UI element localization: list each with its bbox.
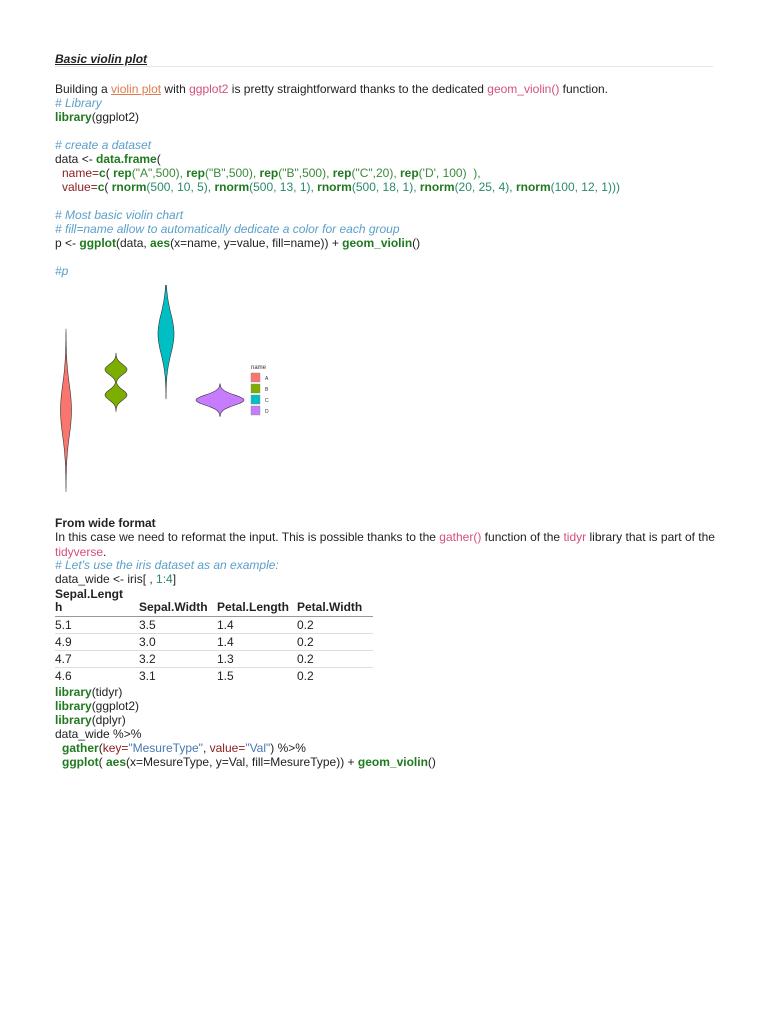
code-function: rep bbox=[259, 166, 279, 180]
table-row bbox=[55, 617, 373, 634]
intro-text: Building a bbox=[55, 82, 112, 96]
code-function: library bbox=[55, 713, 92, 727]
code-text: ) %>% bbox=[270, 741, 306, 755]
header-text: Sepal.Lengt bbox=[55, 587, 124, 601]
violin-d bbox=[196, 384, 244, 417]
code-function: rnorm bbox=[214, 180, 250, 194]
table-cell: 0.2 bbox=[297, 634, 373, 651]
legend-label-a: A bbox=[265, 376, 269, 382]
link-geom-violin[interactable]: geom_violin() bbox=[487, 82, 560, 96]
code-function: rep bbox=[399, 166, 419, 180]
code-text: ] bbox=[172, 572, 177, 586]
legend-label-d: D bbox=[265, 409, 269, 415]
link-tidyverse[interactable]: tidyverse bbox=[55, 545, 104, 559]
code-string: ("C",20), bbox=[351, 166, 400, 180]
code-text: ( bbox=[98, 755, 106, 769]
code-function: geom_violin bbox=[342, 236, 413, 250]
paragraph-text: In this case we need to reformat the input. This is possible thanks to the bbox=[55, 530, 440, 544]
table-cell: 3.2 bbox=[139, 651, 217, 668]
code-text: (dplyr) bbox=[91, 713, 126, 727]
code-line bbox=[55, 110, 139, 124]
intro-text: is pretty straightforward thanks to the dedicated bbox=[228, 82, 488, 96]
code-text: , bbox=[202, 741, 210, 755]
code-function: rep bbox=[186, 166, 205, 180]
intro-text: function. bbox=[559, 82, 609, 96]
legend-label-b: B bbox=[265, 387, 269, 393]
code-text: ( bbox=[104, 180, 112, 194]
legend-swatch-a bbox=[251, 373, 260, 382]
table-cell: 0.2 bbox=[297, 668, 373, 685]
code-line bbox=[55, 572, 176, 586]
code-function: aes bbox=[150, 236, 171, 250]
code-line bbox=[62, 180, 620, 194]
paragraph-text: library that is part of the bbox=[586, 530, 715, 544]
table-cell: 0.2 bbox=[297, 651, 373, 668]
intro-paragraph bbox=[55, 82, 608, 96]
code-arg: key= bbox=[102, 741, 129, 755]
code-comment: # fill=name allow to automatically dedicate a color for each group bbox=[55, 222, 400, 236]
code-function: gather bbox=[62, 741, 99, 755]
header-text: h bbox=[55, 600, 63, 614]
chart-legend bbox=[251, 365, 269, 415]
table-row bbox=[55, 634, 373, 651]
table-cell: 4.9 bbox=[55, 634, 139, 651]
code-string: ('D', 100) ), bbox=[418, 166, 481, 180]
table-cell: 1.3 bbox=[217, 651, 297, 668]
code-function: ggplot bbox=[62, 755, 99, 769]
code-function: rep bbox=[113, 166, 132, 180]
violins-group bbox=[61, 285, 245, 492]
code-function: c bbox=[99, 166, 106, 180]
code-number: 1:4 bbox=[156, 572, 173, 586]
paragraph-text: . bbox=[103, 545, 107, 559]
code-function: library bbox=[55, 110, 92, 124]
code-arg: value= bbox=[62, 180, 98, 194]
code-function: c bbox=[97, 180, 105, 194]
code-comment: # Library bbox=[55, 96, 102, 110]
code-number: (500, 13, 1), bbox=[249, 180, 318, 194]
violin-b bbox=[105, 353, 127, 411]
code-function: aes bbox=[106, 755, 127, 769]
code-comment: #p bbox=[55, 264, 69, 278]
code-arg: name= bbox=[62, 166, 100, 180]
code-arg: value= bbox=[209, 741, 246, 755]
code-string: ("A",500), bbox=[131, 166, 187, 180]
code-line bbox=[62, 755, 436, 769]
code-text: (data, bbox=[116, 236, 151, 250]
table-row bbox=[55, 668, 373, 685]
code-line bbox=[62, 166, 481, 180]
legend-label-c: C bbox=[265, 398, 269, 404]
table-cell: 1.4 bbox=[217, 634, 297, 651]
code-function: rnorm bbox=[515, 180, 551, 194]
code-function: library bbox=[55, 699, 92, 713]
violin-a bbox=[61, 329, 72, 492]
code-text: (tidyr) bbox=[91, 685, 123, 699]
code-function: rnorm bbox=[317, 180, 352, 194]
code-string: ("B",500), bbox=[204, 166, 260, 180]
code-text: data <- bbox=[55, 152, 97, 166]
link-tidyr[interactable]: tidyr bbox=[563, 530, 587, 544]
code-number: (500, 18, 1), bbox=[351, 180, 420, 194]
table-cell: 3.0 bbox=[139, 634, 217, 651]
table-cell: 5.1 bbox=[55, 617, 139, 634]
table-row bbox=[55, 651, 373, 668]
code-text: () bbox=[412, 236, 421, 250]
table-header-sepal-width: Sepal.Width bbox=[139, 588, 217, 617]
code-string: ("B",500), bbox=[278, 166, 333, 180]
code-function: data.frame bbox=[96, 152, 157, 166]
table-cell: 1.4 bbox=[217, 617, 297, 634]
legend-swatch-b bbox=[251, 384, 260, 393]
code-text: (x=name, y=value, fill=name)) + bbox=[170, 236, 343, 250]
code-line bbox=[55, 236, 420, 250]
code-comment: # Let's use the iris dataset as an example: bbox=[55, 558, 279, 572]
code-line: data_wide %>% bbox=[55, 727, 142, 741]
link-ggplot2[interactable]: ggplot2 bbox=[189, 82, 229, 96]
page-title: Basic violin plot bbox=[55, 52, 148, 66]
code-line bbox=[55, 699, 139, 713]
code-text: (ggplot2) bbox=[91, 699, 140, 713]
table-cell: 3.5 bbox=[139, 617, 217, 634]
code-text: ( bbox=[98, 741, 103, 755]
code-function: rep bbox=[332, 166, 352, 180]
table-header-petal-width: Petal.Width bbox=[297, 588, 373, 617]
table-header-row bbox=[55, 588, 373, 617]
table-cell: 0.2 bbox=[297, 617, 373, 634]
legend-swatch-d bbox=[251, 406, 260, 415]
code-string: "MesureType" bbox=[128, 741, 203, 755]
table-cell: 1.5 bbox=[217, 668, 297, 685]
code-text: ( bbox=[105, 166, 114, 180]
link-gather[interactable]: gather() bbox=[439, 530, 482, 544]
intro-text: with bbox=[161, 82, 190, 96]
code-string: "Val" bbox=[245, 741, 271, 755]
code-line bbox=[55, 685, 122, 699]
table-cell: 3.1 bbox=[139, 668, 217, 685]
code-line bbox=[62, 741, 306, 755]
code-function: library bbox=[55, 685, 92, 699]
section-heading: From wide format bbox=[55, 516, 156, 530]
code-comment: # create a dataset bbox=[55, 138, 152, 152]
title-divider bbox=[55, 66, 713, 67]
code-function: geom_violin bbox=[357, 755, 428, 769]
code-number: (100, 12, 1))) bbox=[550, 180, 620, 194]
code-function: rnorm bbox=[111, 180, 147, 194]
table-header-petal-length: Petal.Length bbox=[217, 588, 297, 617]
table-header-sepal-length bbox=[55, 588, 139, 617]
code-text: ( bbox=[156, 152, 161, 166]
code-text: (x=MesureType, y=Val, fill=MesureType)) + bbox=[126, 755, 358, 769]
code-line bbox=[55, 152, 161, 166]
code-line bbox=[55, 713, 126, 727]
violin-c bbox=[158, 285, 174, 399]
violin-chart bbox=[50, 285, 290, 505]
iris-table bbox=[55, 588, 373, 684]
link-violin-plot[interactable]: violin plot bbox=[111, 82, 162, 96]
section-paragraph bbox=[55, 530, 715, 560]
code-text: () bbox=[427, 755, 436, 769]
legend-swatch-c bbox=[251, 395, 260, 404]
code-function: rnorm bbox=[419, 180, 455, 194]
table-cell: 4.6 bbox=[55, 668, 139, 685]
legend-title: name bbox=[251, 365, 267, 371]
code-comment: # Most basic violin chart bbox=[55, 208, 184, 222]
code-number: (20, 25, 4), bbox=[454, 180, 516, 194]
table-cell: 4.7 bbox=[55, 651, 139, 668]
code-text: p <- bbox=[55, 236, 80, 250]
paragraph-text: function of the bbox=[481, 530, 564, 544]
code-text: data_wide <- iris[ , bbox=[55, 572, 157, 586]
code-function: ggplot bbox=[79, 236, 117, 250]
code-text: (ggplot2) bbox=[91, 110, 140, 124]
code-number: (500, 10, 5), bbox=[146, 180, 215, 194]
